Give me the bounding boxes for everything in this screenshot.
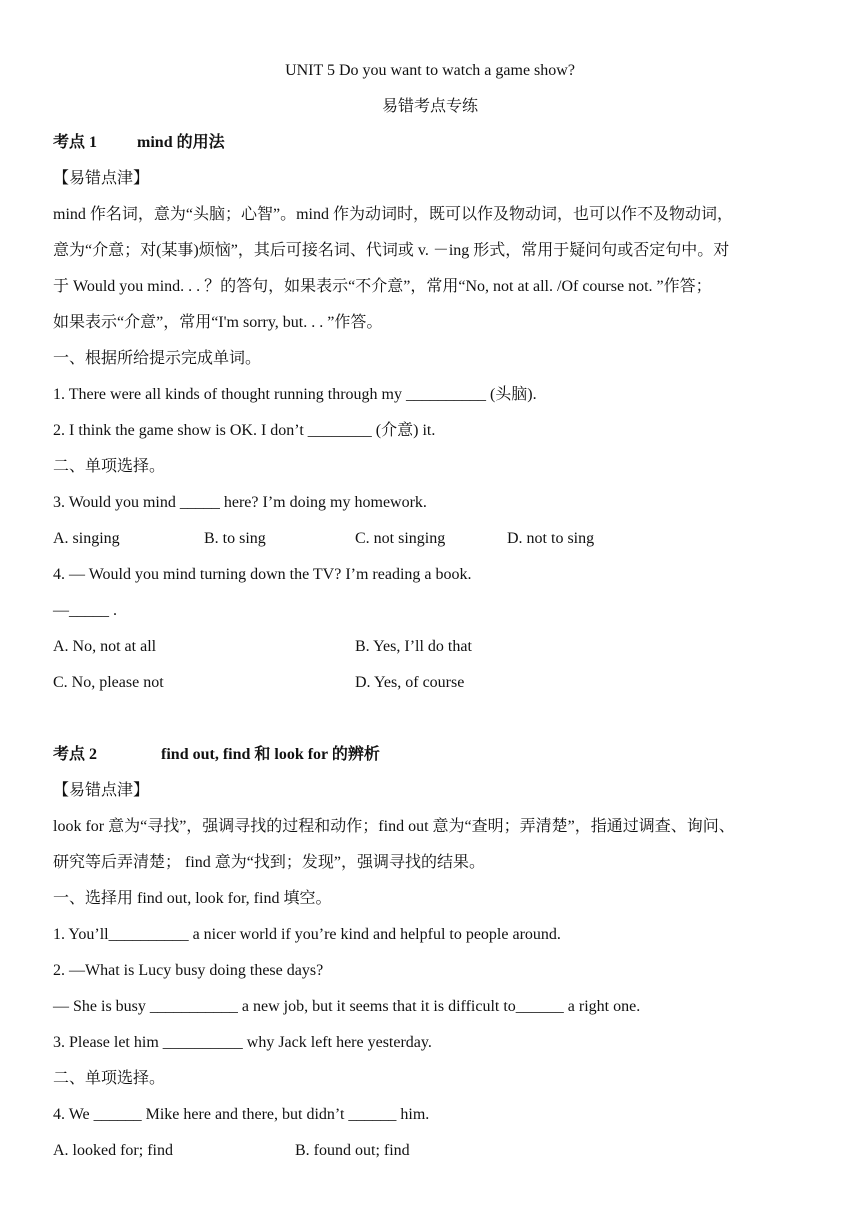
- q4-answer-blank: —_____ .: [53, 602, 117, 619]
- point2-question-2-answer: — She is busy ___________ a new job, but it seems that it is difficult to______ a right one.: [53, 998, 641, 1015]
- point2-question-3: 3. Please let him __________ why Jack left here yesterday.: [53, 1034, 432, 1051]
- q3-option-d: D. not to sing: [507, 530, 595, 547]
- point1-question-3: 3. Would you mind _____ here? I’m doing my homework.: [53, 494, 427, 511]
- point1-question-2: 2. I think the game show is OK. I don’t ________ (介意) it.: [53, 422, 436, 439]
- point1-topic: mind 的用法: [137, 134, 225, 151]
- p2-q4-option-b: B. found out; find: [295, 1142, 410, 1159]
- point1-tip-line: 于 Would you mind. . . ？的答句，如果表示“不介意”，常用“No, not at all. /Of course not. ”作答；: [53, 278, 712, 295]
- point2-tip-label: 【易错点津】: [53, 782, 150, 799]
- point1-tip-label: 【易错点津】: [53, 170, 150, 187]
- point2-question-2: 2. —What is Lucy busy doing these days?: [53, 962, 324, 979]
- document-subtitle: 易错考点专练: [381, 98, 478, 115]
- q4-option-b: B. Yes, I’ll do that: [355, 638, 472, 655]
- point1-part2-title: 二、单项选择。: [53, 458, 166, 475]
- q3-option-a: A. singing: [53, 530, 120, 547]
- point2-topic: find out, find 和 look for 的辨析: [161, 746, 380, 763]
- document-title: UNIT 5 Do you want to watch a game show?: [285, 62, 575, 79]
- point1-tip-line: mind 作名词，意为“头脑；心智”。mind 作为动词时，既可以作及物动词，也可以作不及物动词，: [53, 206, 733, 223]
- point2-question-4: 4. We ______ Mike here and there, but didn’t ______ him.: [53, 1106, 430, 1123]
- point1-tip-line: 意为“介意；对(某事)烦恼”，其后可接名词、代词或 v. －ing 形式，常用于疑问句或否定句中。对: [53, 242, 730, 259]
- point1-tip-line: 如果表示“介意”，常用“I'm sorry, but. . . ”作答。: [53, 314, 383, 331]
- q4-option-a: A. No, not at all: [53, 638, 157, 655]
- point2-tip-line: 研究等后弄清楚； find 意为“找到；发现”，强调寻找的结果。: [53, 854, 485, 871]
- point1-part1-title: 一、根据所给提示完成单词。: [53, 350, 262, 367]
- point1-question-1: 1. There were all kinds of thought running through my __________ (头脑).: [53, 386, 537, 403]
- q4-option-d: D. Yes, of course: [355, 674, 465, 691]
- point1-heading: [53, 133, 225, 153]
- p2-q4-option-a: A. looked for; find: [53, 1142, 173, 1159]
- point1-number: 考点 1: [53, 134, 98, 151]
- q3-option-b: B. to sing: [204, 530, 266, 547]
- point2-part2-title: 二、单项选择。: [53, 1070, 166, 1087]
- q4-option-c: C. No, please not: [53, 674, 164, 691]
- point2-question-1: 1. You’ll__________ a nicer world if you’re kind and helpful to people around.: [53, 926, 561, 943]
- point2-heading: [53, 745, 380, 765]
- point2-number: 考点 2: [53, 746, 98, 763]
- point1-question-4: 4. — Would you mind turning down the TV? I’m reading a book.: [53, 566, 472, 583]
- q3-option-c: C. not singing: [355, 530, 446, 547]
- point2-part1-title: 一、选择用 find out, look for, find 填空。: [53, 890, 332, 907]
- point2-tip-line: look for 意为“寻找”，强调寻找的过程和动作；find out 意为“查明；弄清楚”，指通过调查、询问、: [53, 818, 735, 835]
